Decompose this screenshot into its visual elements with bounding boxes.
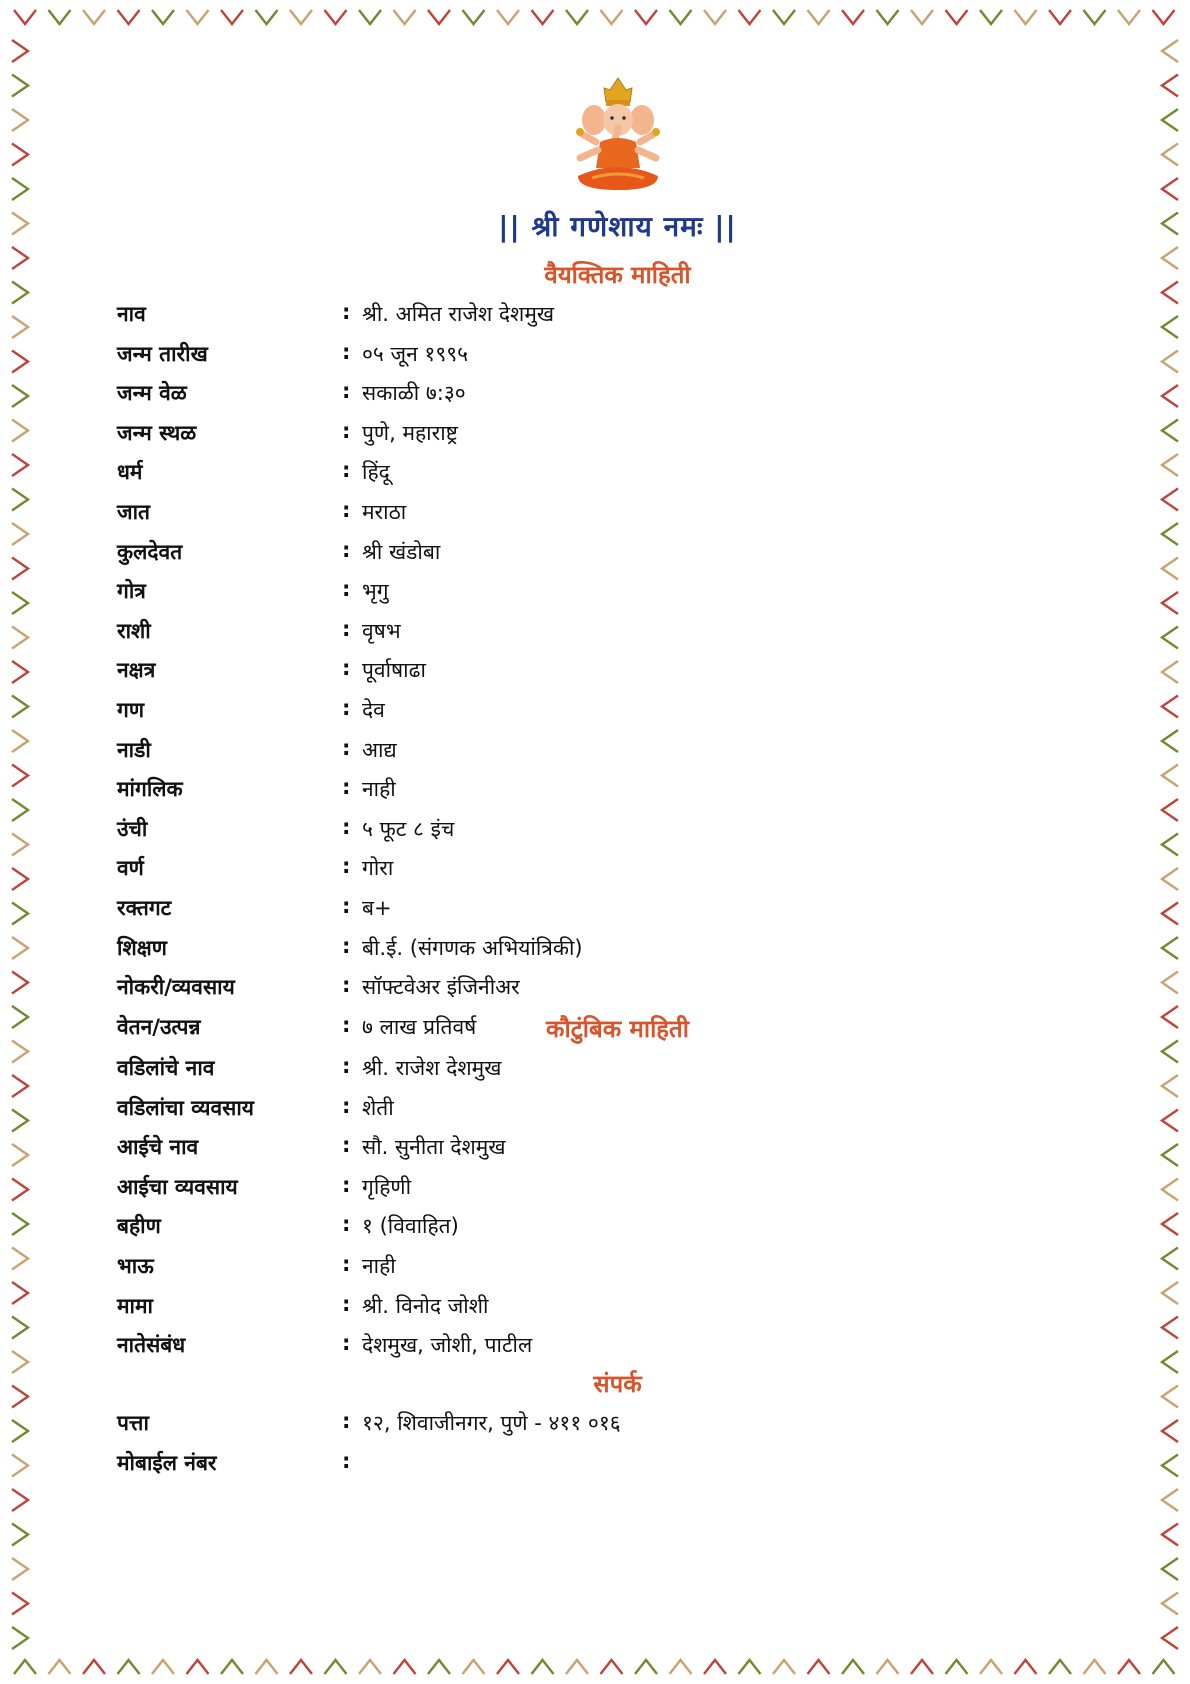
field-separator: : xyxy=(342,497,351,522)
field-separator: : xyxy=(342,1093,351,1118)
field-label: रक्तगट xyxy=(117,895,172,920)
field-value: सौ. सुनीता देशमुख xyxy=(362,1135,506,1160)
field-label: नाव xyxy=(117,302,146,326)
field-value: पूर्वाषाढा xyxy=(362,658,426,683)
field-label: नातेसंबंध xyxy=(117,1333,186,1358)
field-value: गोरा xyxy=(362,856,394,881)
field-label: नोकरी/व्यवसाय xyxy=(117,975,235,1000)
field-value: श्री. विनोद जोशी xyxy=(362,1293,489,1318)
field-value: शेती xyxy=(362,1095,394,1120)
field-value: ५ फूट ८ इंच xyxy=(362,816,455,841)
field-label: शिक्षण xyxy=(117,935,167,960)
info-row xyxy=(117,336,1117,376)
field-label: वेतन/उत्पन्न xyxy=(117,1014,201,1039)
contact-info-list xyxy=(117,1405,1117,1484)
info-row xyxy=(117,1248,1117,1288)
field-value: श्री. राजेश देशमुख xyxy=(362,1056,502,1080)
field-label: जन्म स्थळ xyxy=(117,420,197,445)
family-info-list xyxy=(117,1050,1117,1367)
info-row xyxy=(117,296,1117,336)
field-separator: : xyxy=(342,418,351,443)
info-row xyxy=(117,930,1117,970)
info-row xyxy=(117,613,1117,653)
field-separator: : xyxy=(342,1054,351,1078)
field-label: गोत्र xyxy=(117,579,146,604)
field-value: बी.ई. (संगणक अभियांत्रिकी) xyxy=(362,935,583,960)
field-separator: : xyxy=(342,300,351,324)
field-label: मांगलिक xyxy=(117,777,183,802)
field-label: वडिलांचा व्यवसाय xyxy=(117,1095,254,1120)
field-separator: : xyxy=(342,973,351,998)
personal-info-title: वैयक्तिक माहिती xyxy=(544,261,691,289)
ganesha-icon xyxy=(570,76,666,194)
field-label: जात xyxy=(117,499,150,524)
field-separator: : xyxy=(342,616,351,641)
field-separator: : xyxy=(342,814,351,839)
field-label: पत्ता xyxy=(117,1411,149,1435)
field-separator: : xyxy=(342,1291,351,1316)
field-separator: : xyxy=(342,577,351,602)
field-value: श्री खंडोबा xyxy=(362,539,441,564)
field-separator: : xyxy=(342,893,351,918)
field-separator: : xyxy=(342,1012,351,1037)
field-value: सकाळी ७:३० xyxy=(362,381,466,406)
info-row xyxy=(117,850,1117,890)
field-label: कुलदेवत xyxy=(117,539,183,564)
info-row xyxy=(117,415,1117,455)
field-value: श्री. अमित राजेश देशमुख xyxy=(362,302,555,326)
info-row xyxy=(117,1327,1117,1367)
info-row xyxy=(117,1050,1117,1090)
field-label: जन्म तारीख xyxy=(117,341,208,366)
field-value: १२, शिवाजीनगर, पुणे - ४११ ०१६ xyxy=(362,1411,621,1435)
personal-info-list xyxy=(117,296,1117,1048)
field-value: भृगु xyxy=(362,579,389,604)
field-separator: : xyxy=(342,1251,351,1276)
field-separator: : xyxy=(342,379,351,404)
field-label: जन्म वेळ xyxy=(117,381,187,406)
field-separator: : xyxy=(342,933,351,958)
field-label: वडिलांचे नाव xyxy=(117,1056,215,1080)
field-label: राशी xyxy=(117,618,151,643)
field-separator: : xyxy=(342,458,351,483)
info-row xyxy=(117,494,1117,534)
field-separator: : xyxy=(342,1172,351,1197)
field-separator: : xyxy=(342,695,351,720)
field-separator: : xyxy=(342,1133,351,1158)
field-separator: : xyxy=(342,735,351,760)
field-value: देशमुख, जोशी, पाटील xyxy=(362,1333,533,1358)
info-row xyxy=(117,771,1117,811)
field-value: देव xyxy=(362,697,385,722)
field-value: हिंदू xyxy=(362,460,390,485)
contact-title: संपर्क xyxy=(593,1370,642,1398)
field-value: पुणे, महाराष्ट्र xyxy=(362,420,458,445)
field-label: मोबाईल नंबर xyxy=(117,1450,217,1475)
field-value: सॉफ्टवेअर इंजिनीअर xyxy=(362,975,520,1000)
field-label: धर्म xyxy=(117,460,143,485)
info-row xyxy=(117,811,1117,851)
field-label: उंची xyxy=(117,816,148,841)
field-separator: : xyxy=(342,1448,351,1473)
field-label: मामा xyxy=(117,1293,153,1318)
field-label: बहीण xyxy=(117,1214,161,1239)
field-separator: : xyxy=(342,1331,351,1356)
field-value: आद्य xyxy=(362,737,397,762)
info-row xyxy=(117,652,1117,692)
info-row xyxy=(117,375,1117,415)
info-row xyxy=(117,732,1117,772)
field-separator: : xyxy=(342,1212,351,1237)
field-separator: : xyxy=(342,656,351,681)
field-value: गृहिणी xyxy=(362,1174,412,1199)
field-label: आईचे नाव xyxy=(117,1135,199,1160)
field-value: ब+ xyxy=(362,895,392,920)
field-label: गण xyxy=(117,697,145,722)
info-row xyxy=(117,1288,1117,1328)
field-value: वृषभ xyxy=(362,618,401,643)
info-row xyxy=(117,1405,1117,1445)
info-row xyxy=(117,1090,1117,1130)
field-value: १ (विवाहित) xyxy=(362,1214,459,1239)
field-separator: : xyxy=(342,854,351,879)
info-row xyxy=(117,969,1117,1009)
field-separator: : xyxy=(342,537,351,562)
info-row xyxy=(117,1208,1117,1248)
field-label: नक्षत्र xyxy=(117,658,156,683)
info-row xyxy=(117,1169,1117,1209)
info-row xyxy=(117,890,1117,930)
info-row xyxy=(117,454,1117,494)
info-row xyxy=(117,573,1117,613)
field-value: ०५ जून १९९५ xyxy=(362,341,469,366)
field-separator: : xyxy=(342,775,351,800)
field-separator: : xyxy=(342,339,351,364)
info-row xyxy=(117,534,1117,574)
field-label: वर्ण xyxy=(117,856,144,881)
info-row xyxy=(117,692,1117,732)
field-value: नाही xyxy=(362,1253,396,1278)
field-separator: : xyxy=(342,1409,351,1433)
field-value: नाही xyxy=(362,777,396,802)
invocation-heading: || श्री गणेशाय नमः || xyxy=(498,210,737,243)
field-value: ७ लाख प्रतिवर्ष xyxy=(362,1014,477,1039)
field-label: आईचा व्यवसाय xyxy=(117,1174,238,1199)
info-row xyxy=(117,1445,1117,1485)
field-value: मराठा xyxy=(362,499,407,524)
info-row xyxy=(117,1129,1117,1169)
field-label: भाऊ xyxy=(117,1253,154,1278)
family-info-title: कौटुंबिक माहिती xyxy=(546,1015,689,1043)
field-label: नाडी xyxy=(117,737,151,762)
